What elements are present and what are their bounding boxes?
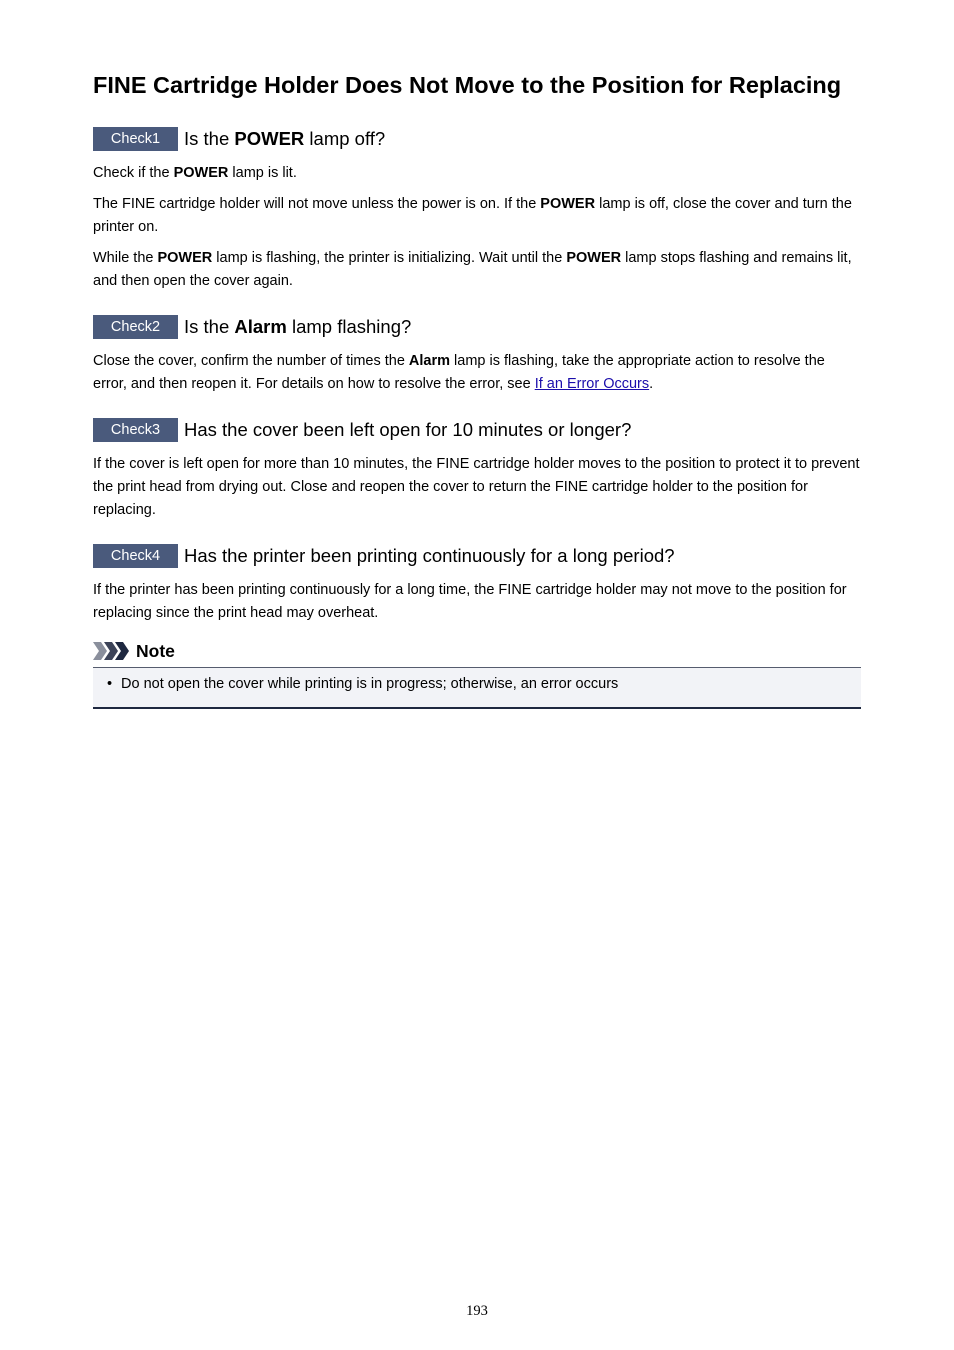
note-title: Note (136, 640, 175, 661)
check2-paragraph: Close the cover, confirm the number of times the Alarm lamp is flashing, take the appropriate action to resolve the error, and then reopen it. For details on how to resolve the error, see If an Error Occurs. (93, 353, 825, 392)
check4-section (93, 544, 861, 625)
check4-question: Has the printer been printing continuously for a long period? (184, 545, 675, 566)
note-box (93, 667, 861, 709)
check1-paragraph-2: The FINE cartridge holder will not move unless the power is on. If the POWER lamp is off, close the cover and turn the printer on. (93, 196, 852, 235)
check3-question: Has the cover been left open for 10 minutes or longer? (184, 419, 632, 440)
check3-heading (93, 418, 861, 442)
check3-paragraph: If the cover is left open for more than 10 minutes, the FINE cartridge holder moves to the position to protect it to prevent the print head from drying out. Close and reopen the cover to return the FINE cartridge holder to the position for replacing. (93, 456, 860, 518)
check1-paragraph-3: While the POWER lamp is flashing, the printer is initializing. Wait until the POWER lamp stops flashing and remains lit, and then open the cover again. (93, 250, 852, 289)
note-item-text: Do not open the cover while printing is in progress; otherwise, an error occurs (121, 676, 619, 692)
page-number: 193 (466, 1303, 488, 1319)
page-title: FINE Cartridge Holder Does Not Move to the Position for Replacing (93, 72, 842, 98)
check3-badge: Check3 (93, 418, 178, 442)
check2-badge: Check2 (93, 315, 178, 339)
check1-question: Is the POWER lamp off? (184, 128, 386, 149)
bullet-icon: • (107, 676, 113, 692)
note-chevrons-icon (93, 642, 131, 660)
check4-paragraph: If the printer has been printing continuously for a long time, the FINE cartridge holder may not move to the position for replacing since the print head may overheat. (93, 582, 847, 621)
check4-badge: Check4 (93, 544, 178, 568)
document-page (93, 68, 861, 709)
check2-question: Is the Alarm lamp flashing? (184, 316, 412, 337)
error-occurs-link[interactable]: If an Error Occurs (534, 376, 650, 392)
check1-section (93, 127, 861, 293)
note-list-item (107, 673, 861, 695)
check4-heading (93, 544, 861, 568)
check3-section (93, 418, 861, 522)
check2-section (93, 315, 861, 396)
check1-heading (93, 127, 861, 151)
check1-badge: Check1 (93, 127, 178, 151)
note-heading (93, 639, 861, 663)
check2-heading (93, 315, 861, 339)
check1-paragraph-1: Check if the POWER lamp is lit. (93, 165, 297, 181)
